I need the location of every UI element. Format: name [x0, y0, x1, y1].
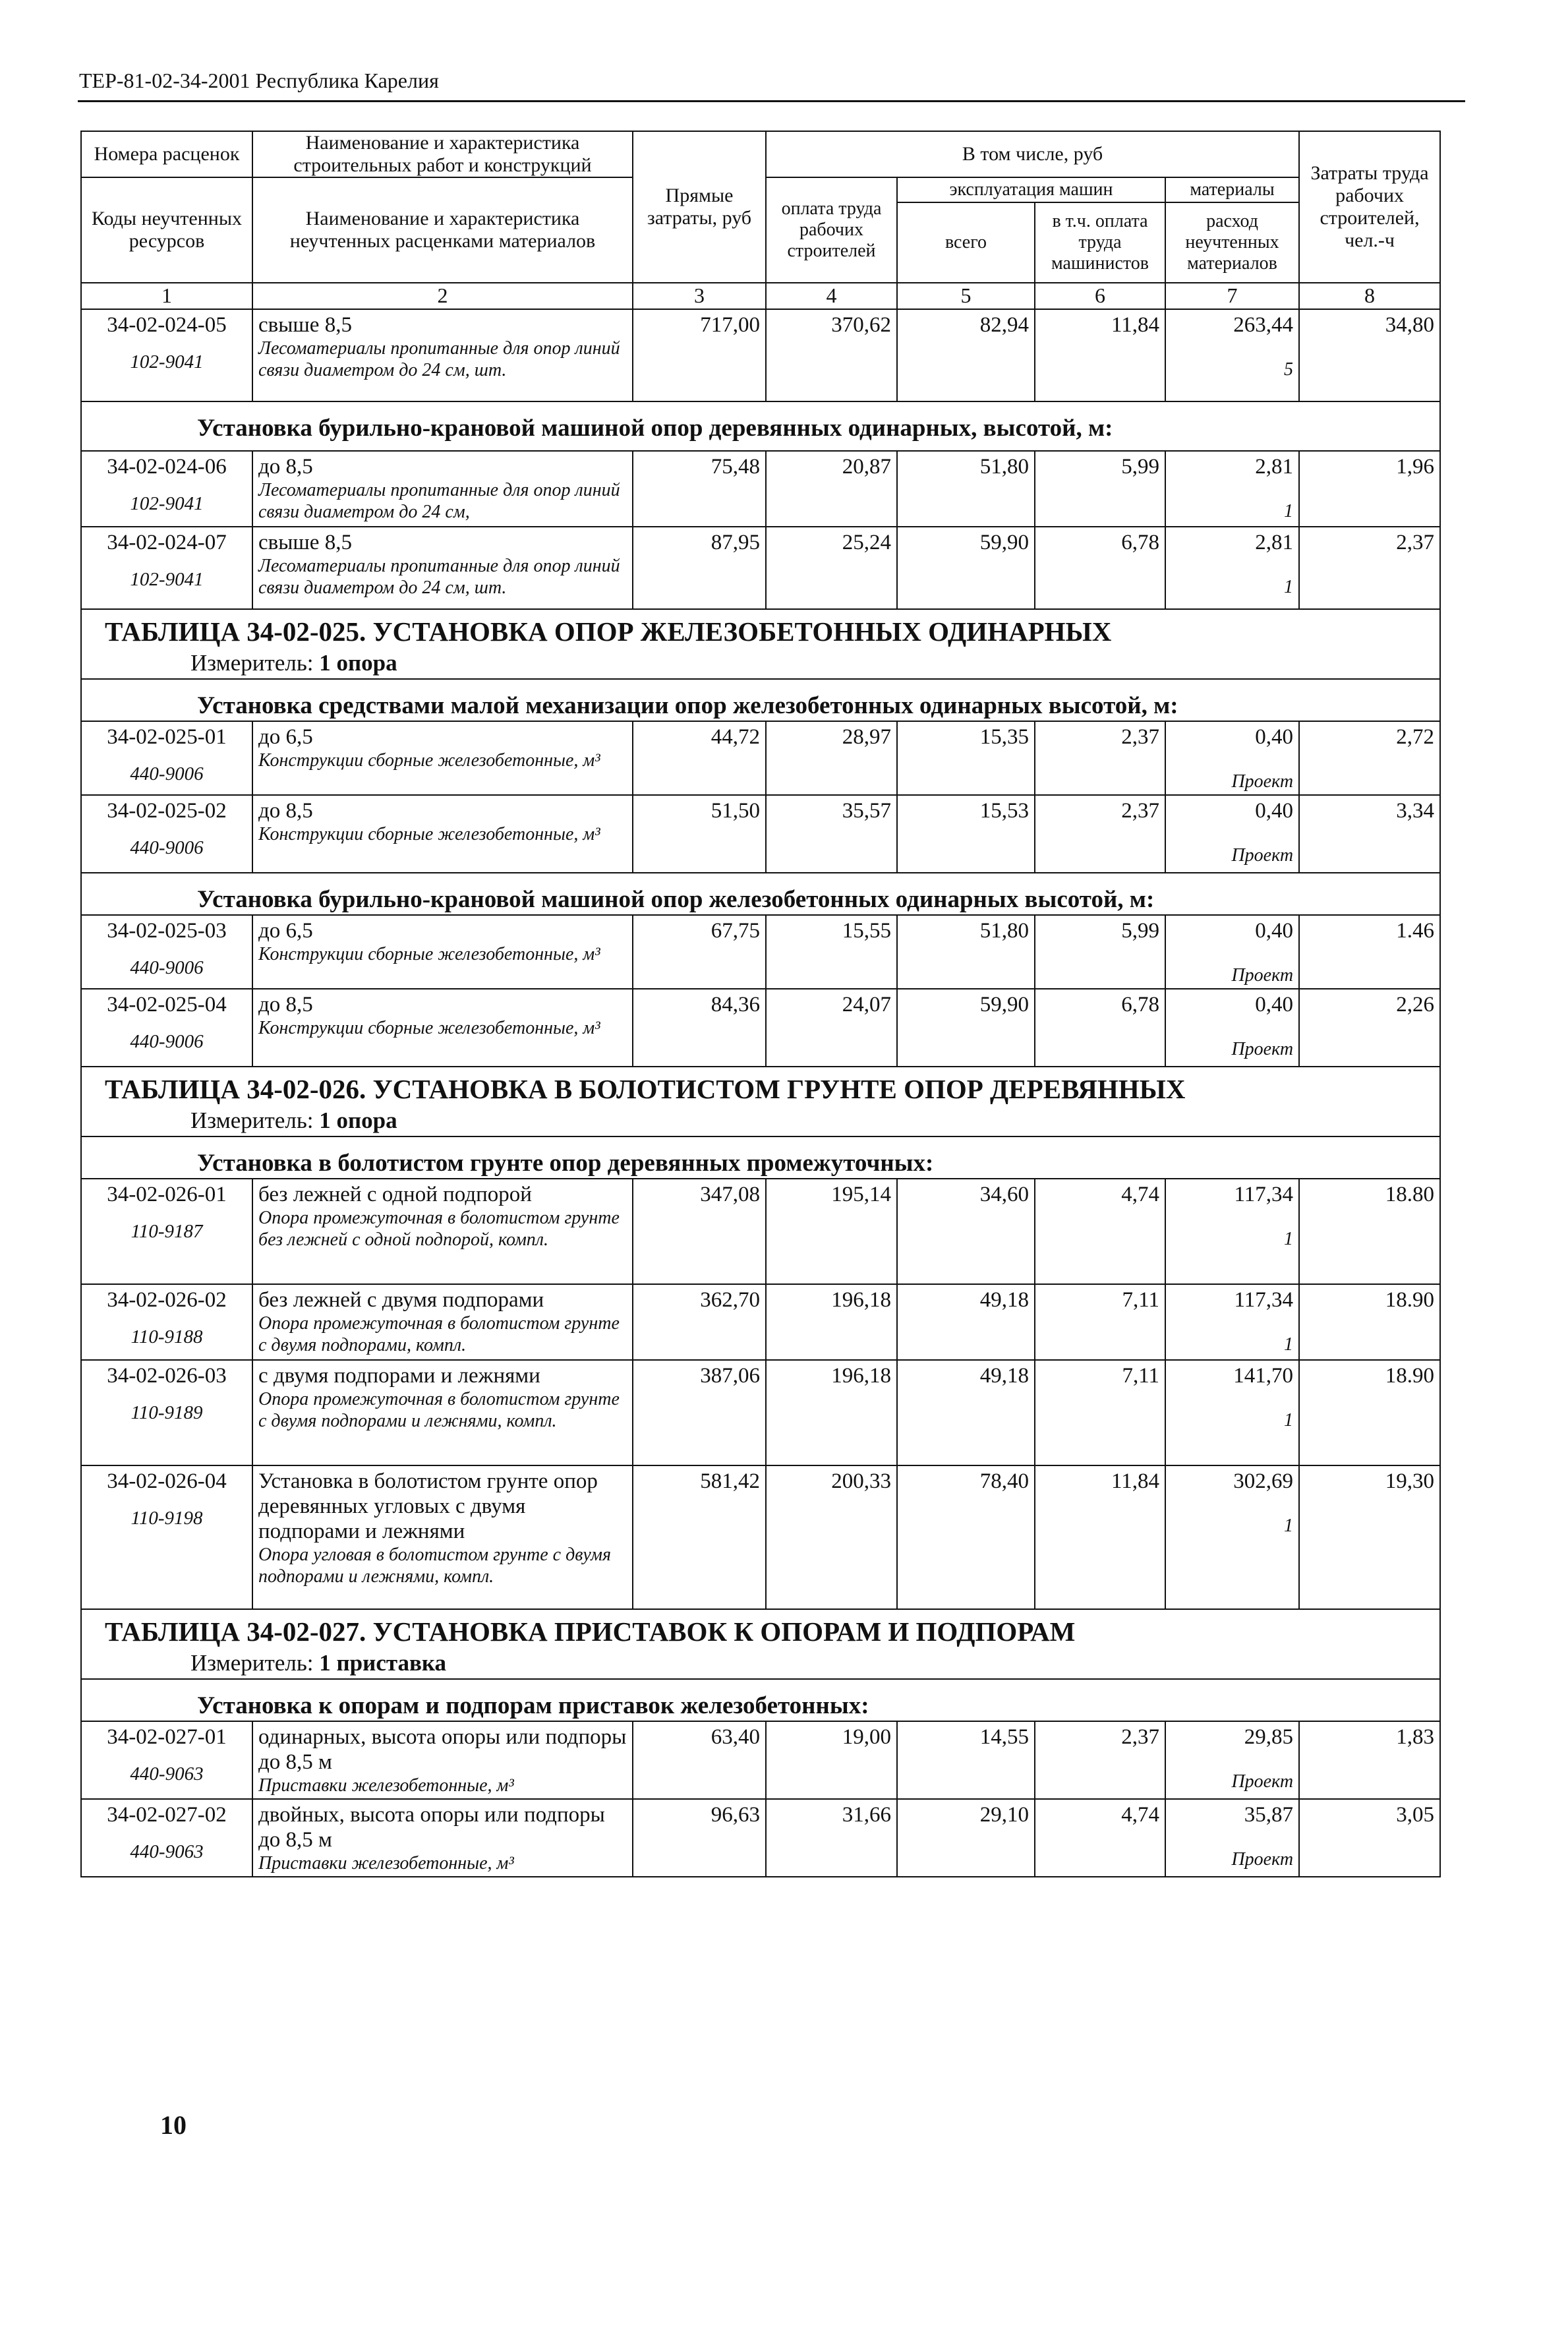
machines-wages: 2,37: [1035, 721, 1165, 795]
table-title-cell: [81, 609, 1440, 679]
labor-cost: 19,30: [1299, 1465, 1440, 1609]
resource-code: 110-9187: [131, 1221, 203, 1242]
rate-row: [81, 915, 1440, 989]
labor-cost: 2,26: [1299, 989, 1440, 1067]
material-name: Опора угловая в болотистом грунте с двумя подпорами и лежнями, компл.: [258, 1545, 612, 1587]
machines-total: 15,53: [897, 795, 1035, 873]
table-title-cell: [81, 1067, 1440, 1136]
work-name: свыше 8,5: [258, 313, 352, 337]
rate-row: [81, 1799, 1440, 1877]
machines-wages: 11,84: [1035, 1465, 1165, 1609]
machines-total: 34,60: [897, 1179, 1035, 1284]
materials-cell: [1165, 915, 1299, 989]
materials-cell: [1165, 527, 1299, 609]
rate-code-cell: [81, 1284, 252, 1360]
rate-code: 34-02-025-03: [107, 919, 227, 943]
rate-code: 34-02-027-02: [107, 1803, 227, 1827]
section-heading: Установка бурильно-крановой машиной опор железобетонных одинарных высотой, м:: [81, 873, 1440, 915]
rate-row: [81, 1360, 1440, 1465]
machines-wages: 11,84: [1035, 309, 1165, 401]
rate-row: [81, 1721, 1440, 1799]
col-incl-header: В том числе, руб: [766, 131, 1299, 177]
materials-cost: 117,34: [1234, 1183, 1294, 1206]
description-cell: [252, 1284, 633, 1360]
wages-cost: 200,33: [766, 1465, 897, 1609]
section-row: [81, 873, 1440, 915]
wages-cost: 24,07: [766, 989, 897, 1067]
resource-code: 110-9198: [131, 1508, 203, 1529]
rate-code-cell: [81, 1799, 252, 1877]
col-resource-header: Коды неучтенных ресурсов: [81, 177, 252, 283]
materials-cost: 2,81: [1255, 531, 1294, 554]
measure-label: Измеритель:: [190, 1107, 314, 1133]
wages-cost: 196,18: [766, 1360, 897, 1465]
labor-cost: 1.46: [1299, 915, 1440, 989]
work-name: до 6,5: [258, 919, 313, 943]
material-name: Конструкции сборные железобетонные, м³: [258, 750, 600, 771]
table-title: ТАБЛИЦА 34-02-025. УСТАНОВКА ОПОР ЖЕЛЕЗОБЕТОННЫХ ОДИНАРНЫХ: [105, 616, 1112, 647]
rate-code-cell: [81, 1465, 252, 1609]
materials-cost: 302,69: [1233, 1469, 1294, 1493]
rate-code-cell: [81, 451, 252, 527]
material-name: Конструкции сборные железобетонные, м³: [258, 824, 600, 844]
col-labor-header: Затраты труда рабочих строителей, чел.-ч: [1299, 131, 1440, 283]
labor-cost: 18.80: [1299, 1179, 1440, 1284]
labor-cost: 3,05: [1299, 1799, 1440, 1877]
wages-cost: 25,24: [766, 527, 897, 609]
table-title: ТАБЛИЦА 34-02-027. УСТАНОВКА ПРИСТАВОК К ОПОРАМ И ПОДПОРАМ: [105, 1616, 1076, 1647]
materials-cell: [1165, 989, 1299, 1067]
machines-wages: 5,99: [1035, 451, 1165, 527]
resource-code: 440-9006: [130, 1031, 204, 1052]
machines-total: 78,40: [897, 1465, 1035, 1609]
materials-cell: [1165, 795, 1299, 873]
materials-consumption: Проект: [1231, 1771, 1294, 1792]
direct-cost: 581,42: [633, 1465, 766, 1609]
col-material-name-header: Наименование и характеристика неучтенных расценками материалов: [252, 177, 633, 283]
section-heading: Установка бурильно-крановой машиной опор деревянных одинарных, высотой, м:: [81, 401, 1440, 451]
resource-code: 440-9006: [130, 957, 204, 978]
materials-cell: [1165, 1799, 1299, 1877]
measure-value: 1 приставка: [319, 1650, 447, 1676]
materials-cost: 0,40: [1255, 993, 1294, 1017]
rate-code: 34-02-027-01: [107, 1725, 227, 1749]
work-name: свыше 8,5: [258, 531, 352, 554]
resource-code: 110-9189: [131, 1402, 203, 1423]
direct-cost: 96,63: [633, 1799, 766, 1877]
section-heading: Установка в болотистом грунте опор деревянных промежуточных:: [81, 1136, 1440, 1179]
material-name: Лесоматериалы пропитанные для опор линий связи диаметром до 24 см, шт.: [258, 338, 620, 380]
material-name: Опора промежуточная в болотистом грунте с двумя подпорами и лежнями, компл.: [258, 1389, 620, 1431]
direct-cost: 362,70: [633, 1284, 766, 1360]
materials-cell: [1165, 1721, 1299, 1799]
rate-code: 34-02-026-02: [107, 1288, 227, 1312]
wages-cost: 19,00: [766, 1721, 897, 1799]
material-name: Конструкции сборные железобетонные, м³: [258, 944, 600, 964]
col-number: 8: [1299, 283, 1440, 309]
materials-consumption: 1: [1284, 1229, 1294, 1249]
rate-row: [81, 1465, 1440, 1609]
machines-total: 82,94: [897, 309, 1035, 401]
work-name: без лежней с двумя подпорами: [258, 1288, 544, 1312]
machines-wages: 4,74: [1035, 1179, 1165, 1284]
work-name: до 8,5: [258, 799, 313, 823]
col-number: 4: [766, 283, 897, 309]
rate-row: [81, 1179, 1440, 1284]
page-number: 10: [160, 2110, 187, 2140]
materials-cell: [1165, 309, 1299, 401]
machines-wages: 4,74: [1035, 1799, 1165, 1877]
rate-code-cell: [81, 1179, 252, 1284]
description-cell: [252, 989, 633, 1067]
description-cell: [252, 309, 633, 401]
wages-cost: 370,62: [766, 309, 897, 401]
col-materials-header: материалы: [1165, 177, 1299, 202]
rate-code: 34-02-024-07: [107, 531, 227, 554]
materials-cell: [1165, 451, 1299, 527]
material-name: Лесоматериалы пропитанные для опор линий связи диаметром до 24 см,: [258, 480, 620, 522]
col-machines-total-header: всего: [897, 202, 1035, 283]
materials-cell: [1165, 721, 1299, 795]
labor-cost: 18.90: [1299, 1284, 1440, 1360]
direct-cost: 84,36: [633, 989, 766, 1067]
machines-wages: 7,11: [1035, 1284, 1165, 1360]
labor-cost: 3,34: [1299, 795, 1440, 873]
materials-cost: 263,44: [1233, 313, 1294, 337]
wages-cost: 20,87: [766, 451, 897, 527]
materials-consumption: Проект: [1231, 771, 1294, 792]
materials-cost: 29,85: [1244, 1725, 1294, 1749]
rate-code-cell: [81, 527, 252, 609]
table-title-row: [81, 609, 1440, 679]
resource-code: 102-9041: [130, 569, 204, 590]
col-number: 6: [1035, 283, 1165, 309]
materials-consumption: 1: [1284, 577, 1294, 597]
labor-cost: 2,37: [1299, 527, 1440, 609]
machines-wages: 7,11: [1035, 1360, 1165, 1465]
work-name: до 8,5: [258, 993, 313, 1017]
work-name: до 8,5: [258, 455, 313, 479]
work-name: до 6,5: [258, 725, 313, 749]
rate-row: [81, 989, 1440, 1067]
table-title-cell: [81, 1609, 1440, 1679]
work-name: Установка в болотистом грунте опор деревянных угловых с двумя подпорами и лежнями: [258, 1469, 598, 1543]
rate-code: 34-02-024-05: [107, 313, 227, 337]
machines-wages: 5,99: [1035, 915, 1165, 989]
labor-cost: 1,83: [1299, 1721, 1440, 1799]
machines-total: 15,35: [897, 721, 1035, 795]
machines-total: 59,90: [897, 989, 1035, 1067]
resource-code: 110-9188: [131, 1326, 203, 1347]
direct-cost: 717,00: [633, 309, 766, 401]
direct-cost: 67,75: [633, 915, 766, 989]
measure-label: Измеритель:: [190, 1650, 314, 1676]
col-number: 5: [897, 283, 1035, 309]
col-number: 7: [1165, 283, 1299, 309]
description-cell: [252, 1360, 633, 1465]
direct-cost: 44,72: [633, 721, 766, 795]
col-materials-sub-header: расход неучтенных материалов: [1165, 202, 1299, 283]
resource-code: 440-9063: [130, 1841, 204, 1862]
machines-wages: 6,78: [1035, 527, 1165, 609]
materials-cell: [1165, 1360, 1299, 1465]
col-number: 3: [633, 283, 766, 309]
machines-total: 51,80: [897, 915, 1035, 989]
machines-total: 59,90: [897, 527, 1035, 609]
materials-consumption: 1: [1284, 1334, 1294, 1355]
col-number: 2: [252, 283, 633, 309]
resource-code: 102-9041: [130, 493, 204, 514]
materials-consumption: Проект: [1231, 965, 1294, 986]
price-table: [80, 131, 1441, 1877]
direct-cost: 51,50: [633, 795, 766, 873]
measure-line: [105, 648, 1434, 678]
col-machines-header: эксплуатация машин: [897, 177, 1165, 202]
rate-code-cell: [81, 1721, 252, 1799]
material-name: Приставки железобетонные, м³: [258, 1775, 514, 1796]
wages-cost: 196,18: [766, 1284, 897, 1360]
materials-consumption: Проект: [1231, 1039, 1294, 1059]
section-row: [81, 679, 1440, 721]
materials-cost: 2,81: [1255, 455, 1294, 479]
wages-cost: 35,57: [766, 795, 897, 873]
direct-cost: 347,08: [633, 1179, 766, 1284]
rate-row: [81, 795, 1440, 873]
material-name: Лесоматериалы пропитанные для опор линий связи диаметром до 24 см, шт.: [258, 556, 620, 598]
materials-consumption: 5: [1284, 359, 1294, 380]
description-cell: [252, 451, 633, 527]
materials-consumption: 1: [1284, 501, 1294, 521]
material-name: Конструкции сборные железобетонные, м³: [258, 1018, 600, 1038]
materials-cost: 0,40: [1255, 799, 1294, 823]
table-title-row: [81, 1609, 1440, 1679]
rate-code: 34-02-025-01: [107, 725, 227, 749]
wages-cost: 15,55: [766, 915, 897, 989]
machines-wages: 2,37: [1035, 1721, 1165, 1799]
wages-cost: 31,66: [766, 1799, 897, 1877]
materials-cost: 117,34: [1234, 1288, 1294, 1312]
direct-cost: 387,06: [633, 1360, 766, 1465]
rate-code: 34-02-025-02: [107, 799, 227, 823]
wages-cost: 195,14: [766, 1179, 897, 1284]
direct-cost: 87,95: [633, 527, 766, 609]
description-cell: [252, 1799, 633, 1877]
col-name-header: Наименование и характеристика строительных работ и конструкций: [252, 131, 633, 177]
work-name: двойных, высота опоры или подпоры до 8,5 м: [258, 1803, 605, 1852]
materials-cell: [1165, 1284, 1299, 1360]
machines-total: 49,18: [897, 1284, 1035, 1360]
materials-cost: 35,87: [1244, 1803, 1294, 1827]
materials-consumption: Проект: [1231, 845, 1294, 866]
materials-cell: [1165, 1179, 1299, 1284]
rate-row: [81, 451, 1440, 527]
measure-line: [105, 1648, 1434, 1678]
col-machines-wages-header: в т.ч. оплата труда машинистов: [1035, 202, 1165, 283]
resource-code: 440-9006: [130, 837, 204, 858]
rate-row: [81, 1284, 1440, 1360]
materials-consumption: Проект: [1231, 1849, 1294, 1870]
machines-total: 49,18: [897, 1360, 1035, 1465]
materials-cost: 0,40: [1255, 725, 1294, 749]
description-cell: [252, 527, 633, 609]
rate-code-cell: [81, 721, 252, 795]
rate-code: 34-02-024-06: [107, 455, 227, 479]
rate-row: [81, 527, 1440, 609]
wages-cost: 28,97: [766, 721, 897, 795]
col-wages-header: оплата труда рабочих строителей: [766, 177, 897, 283]
description-cell: [252, 1179, 633, 1284]
resource-code: 440-9063: [130, 1763, 204, 1785]
measure-line: [105, 1106, 1434, 1136]
machines-total: 29,10: [897, 1799, 1035, 1877]
rate-code: 34-02-026-01: [107, 1183, 227, 1206]
col-number: 1: [81, 283, 252, 309]
section-row: [81, 1679, 1440, 1721]
direct-cost: 63,40: [633, 1721, 766, 1799]
rate-code: 34-02-025-04: [107, 993, 227, 1017]
resource-code: 102-9041: [130, 351, 204, 372]
description-cell: [252, 1721, 633, 1799]
rate-code: 34-02-026-04: [107, 1469, 227, 1493]
rate-row: [81, 721, 1440, 795]
materials-consumption: 1: [1284, 1410, 1294, 1431]
machines-wages: 6,78: [1035, 989, 1165, 1067]
description-cell: [252, 721, 633, 795]
materials-consumption: 1: [1284, 1516, 1294, 1536]
rate-code-cell: [81, 915, 252, 989]
labor-cost: 1,96: [1299, 451, 1440, 527]
rate-code-cell: [81, 1360, 252, 1465]
materials-cost: 141,70: [1233, 1364, 1294, 1388]
description-cell: [252, 915, 633, 989]
table-title: ТАБЛИЦА 34-02-026. УСТАНОВКА В БОЛОТИСТОМ ГРУНТЕ ОПОР ДЕРЕВЯННЫХ: [105, 1074, 1186, 1104]
rate-code: 34-02-026-03: [107, 1364, 227, 1388]
table-title-row: [81, 1067, 1440, 1136]
labor-cost: 34,80: [1299, 309, 1440, 401]
materials-cost: 0,40: [1255, 919, 1294, 943]
work-name: без лежней с одной подпорой: [258, 1183, 532, 1206]
machines-wages: 2,37: [1035, 795, 1165, 873]
machines-total: 51,80: [897, 451, 1035, 527]
description-cell: [252, 1465, 633, 1609]
section-heading: Установка к опорам и подпорам приставок железобетонных:: [81, 1679, 1440, 1721]
measure-label: Измеритель:: [190, 650, 314, 676]
rate-code-cell: [81, 795, 252, 873]
col-code-header: Номера расценок: [81, 131, 252, 177]
section-heading: Установка средствами малой механизации опор железобетонных одинарных высотой, м:: [81, 679, 1440, 721]
rate-row: [81, 309, 1440, 401]
labor-cost: 18.90: [1299, 1360, 1440, 1465]
description-cell: [252, 795, 633, 873]
labor-cost: 2,72: [1299, 721, 1440, 795]
work-name: с двумя подпорами и лежнями: [258, 1364, 540, 1388]
col-direct-header: Прямые затраты, руб: [633, 131, 766, 283]
work-name: одинарных, высота опоры или подпоры до 8,5 м: [258, 1725, 627, 1774]
document-header: ТЕР-81-02-34-2001 Республика Карелия: [79, 69, 439, 92]
measure-value: 1 опора: [319, 1107, 397, 1133]
section-row: [81, 401, 1440, 451]
materials-cell: [1165, 1465, 1299, 1609]
material-name: Опора промежуточная в болотистом грунте без лежней с одной подпорой, компл.: [258, 1208, 620, 1250]
direct-cost: 75,48: [633, 451, 766, 527]
rate-code-cell: [81, 989, 252, 1067]
section-row: [81, 1136, 1440, 1179]
header-rule: [78, 100, 1465, 102]
material-name: Опора промежуточная в болотистом грунте с двумя подпорами, компл.: [258, 1313, 620, 1355]
machines-total: 14,55: [897, 1721, 1035, 1799]
material-name: Приставки железобетонные, м³: [258, 1853, 514, 1874]
resource-code: 440-9006: [130, 763, 204, 784]
measure-value: 1 опора: [319, 650, 397, 676]
rate-code-cell: [81, 309, 252, 401]
